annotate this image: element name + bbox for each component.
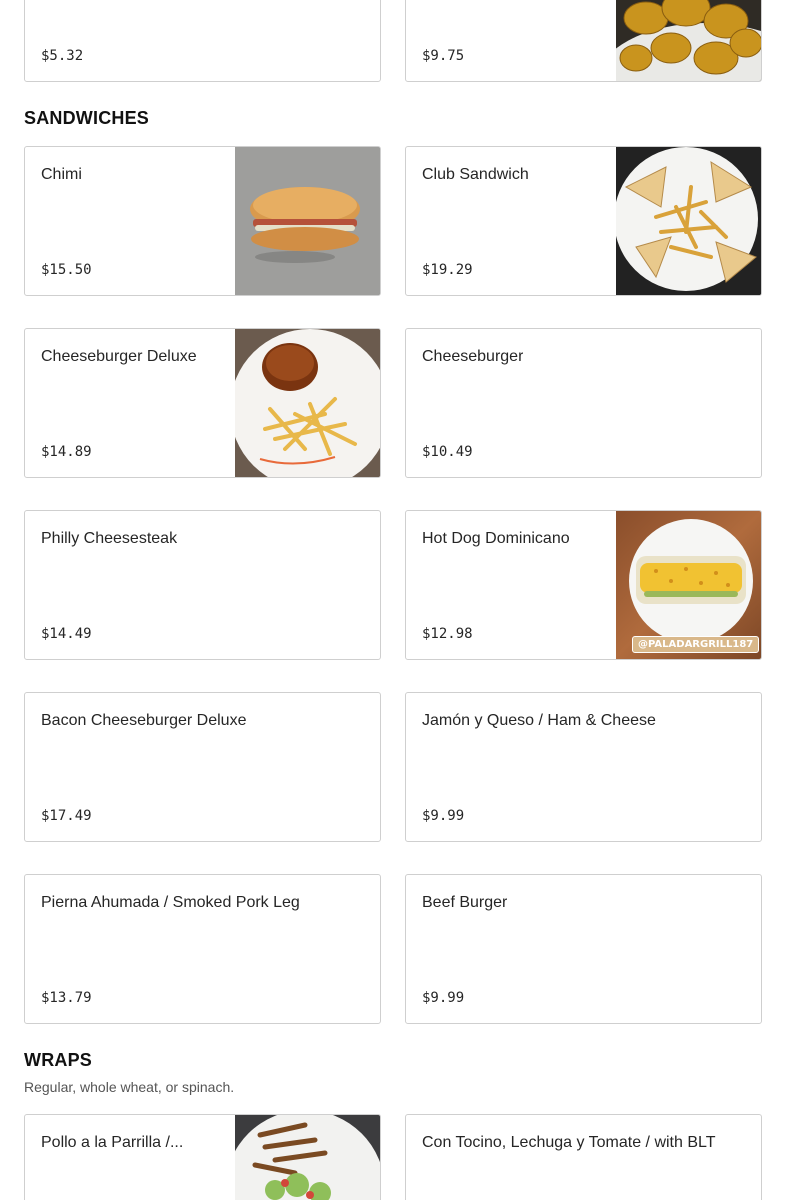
item-price: $19.29 — [422, 262, 473, 278]
item-price: $9.75 — [422, 48, 465, 64]
menu-item-card[interactable] — [24, 146, 381, 296]
cheeseburger-deluxe-photo — [235, 329, 380, 477]
section-title-wraps: WRAPS — [24, 1050, 92, 1070]
section-description: Regular, whole wheat, or spinach. — [24, 1079, 235, 1095]
menu-item-card[interactable] — [405, 146, 762, 296]
menu-item-card[interactable] — [405, 0, 762, 82]
menu-item-card[interactable] — [405, 1114, 762, 1200]
hot-dog-photo — [616, 511, 761, 659]
chimi-photo — [235, 147, 380, 295]
item-name: Hot Dog Dominicano — [422, 530, 570, 547]
menu-item-card[interactable] — [24, 1114, 381, 1200]
item-name: Philly Cheesesteak — [41, 530, 178, 547]
item-price: $12.98 — [422, 626, 473, 642]
menu-item-card[interactable] — [405, 510, 762, 660]
item-name: Cheeseburger — [422, 348, 524, 365]
menu-item-card[interactable] — [24, 0, 381, 82]
menu-item-card[interactable] — [405, 874, 762, 1024]
item-price: $5.32 — [41, 48, 84, 64]
item-price: $14.49 — [41, 626, 92, 642]
fried-plantains-photo — [616, 0, 761, 81]
photo-watermark: @PALADARGRILL187 — [632, 636, 759, 653]
item-price: $17.49 — [41, 808, 92, 824]
menu-item-card[interactable] — [405, 328, 762, 478]
item-price: $15.50 — [41, 262, 92, 278]
item-name: Beef Burger — [422, 894, 508, 911]
menu-item-card[interactable] — [24, 510, 381, 660]
item-name: Pierna Ahumada / Smoked Pork Leg — [41, 894, 300, 911]
item-price: $13.79 — [41, 990, 92, 1006]
item-name: Jamón y Queso / Ham & Cheese — [422, 712, 656, 729]
club-sandwich-photo — [616, 147, 761, 295]
menu-item-card[interactable] — [24, 692, 381, 842]
menu-item-card[interactable] — [24, 874, 381, 1024]
item-name: Con Tocino, Lechuga y Tomate / with BLT — [422, 1134, 716, 1151]
item-price: $14.89 — [41, 444, 92, 460]
menu-item-card[interactable] — [24, 328, 381, 478]
item-name: Bacon Cheeseburger Deluxe — [41, 712, 247, 729]
item-name: Chimi — [41, 166, 82, 183]
item-price: $10.49 — [422, 444, 473, 460]
item-price: $9.99 — [422, 990, 465, 1006]
menu-item-card[interactable] — [405, 692, 762, 842]
item-name: Cheeseburger Deluxe — [41, 348, 197, 365]
section-title-sandwiches: SANDWICHES — [24, 108, 150, 128]
item-price: $9.99 — [422, 808, 465, 824]
grilled-chicken-wrap-photo — [235, 1115, 380, 1200]
item-name: Club Sandwich — [422, 166, 529, 183]
item-name: Pollo a la Parrilla /... — [41, 1134, 184, 1151]
